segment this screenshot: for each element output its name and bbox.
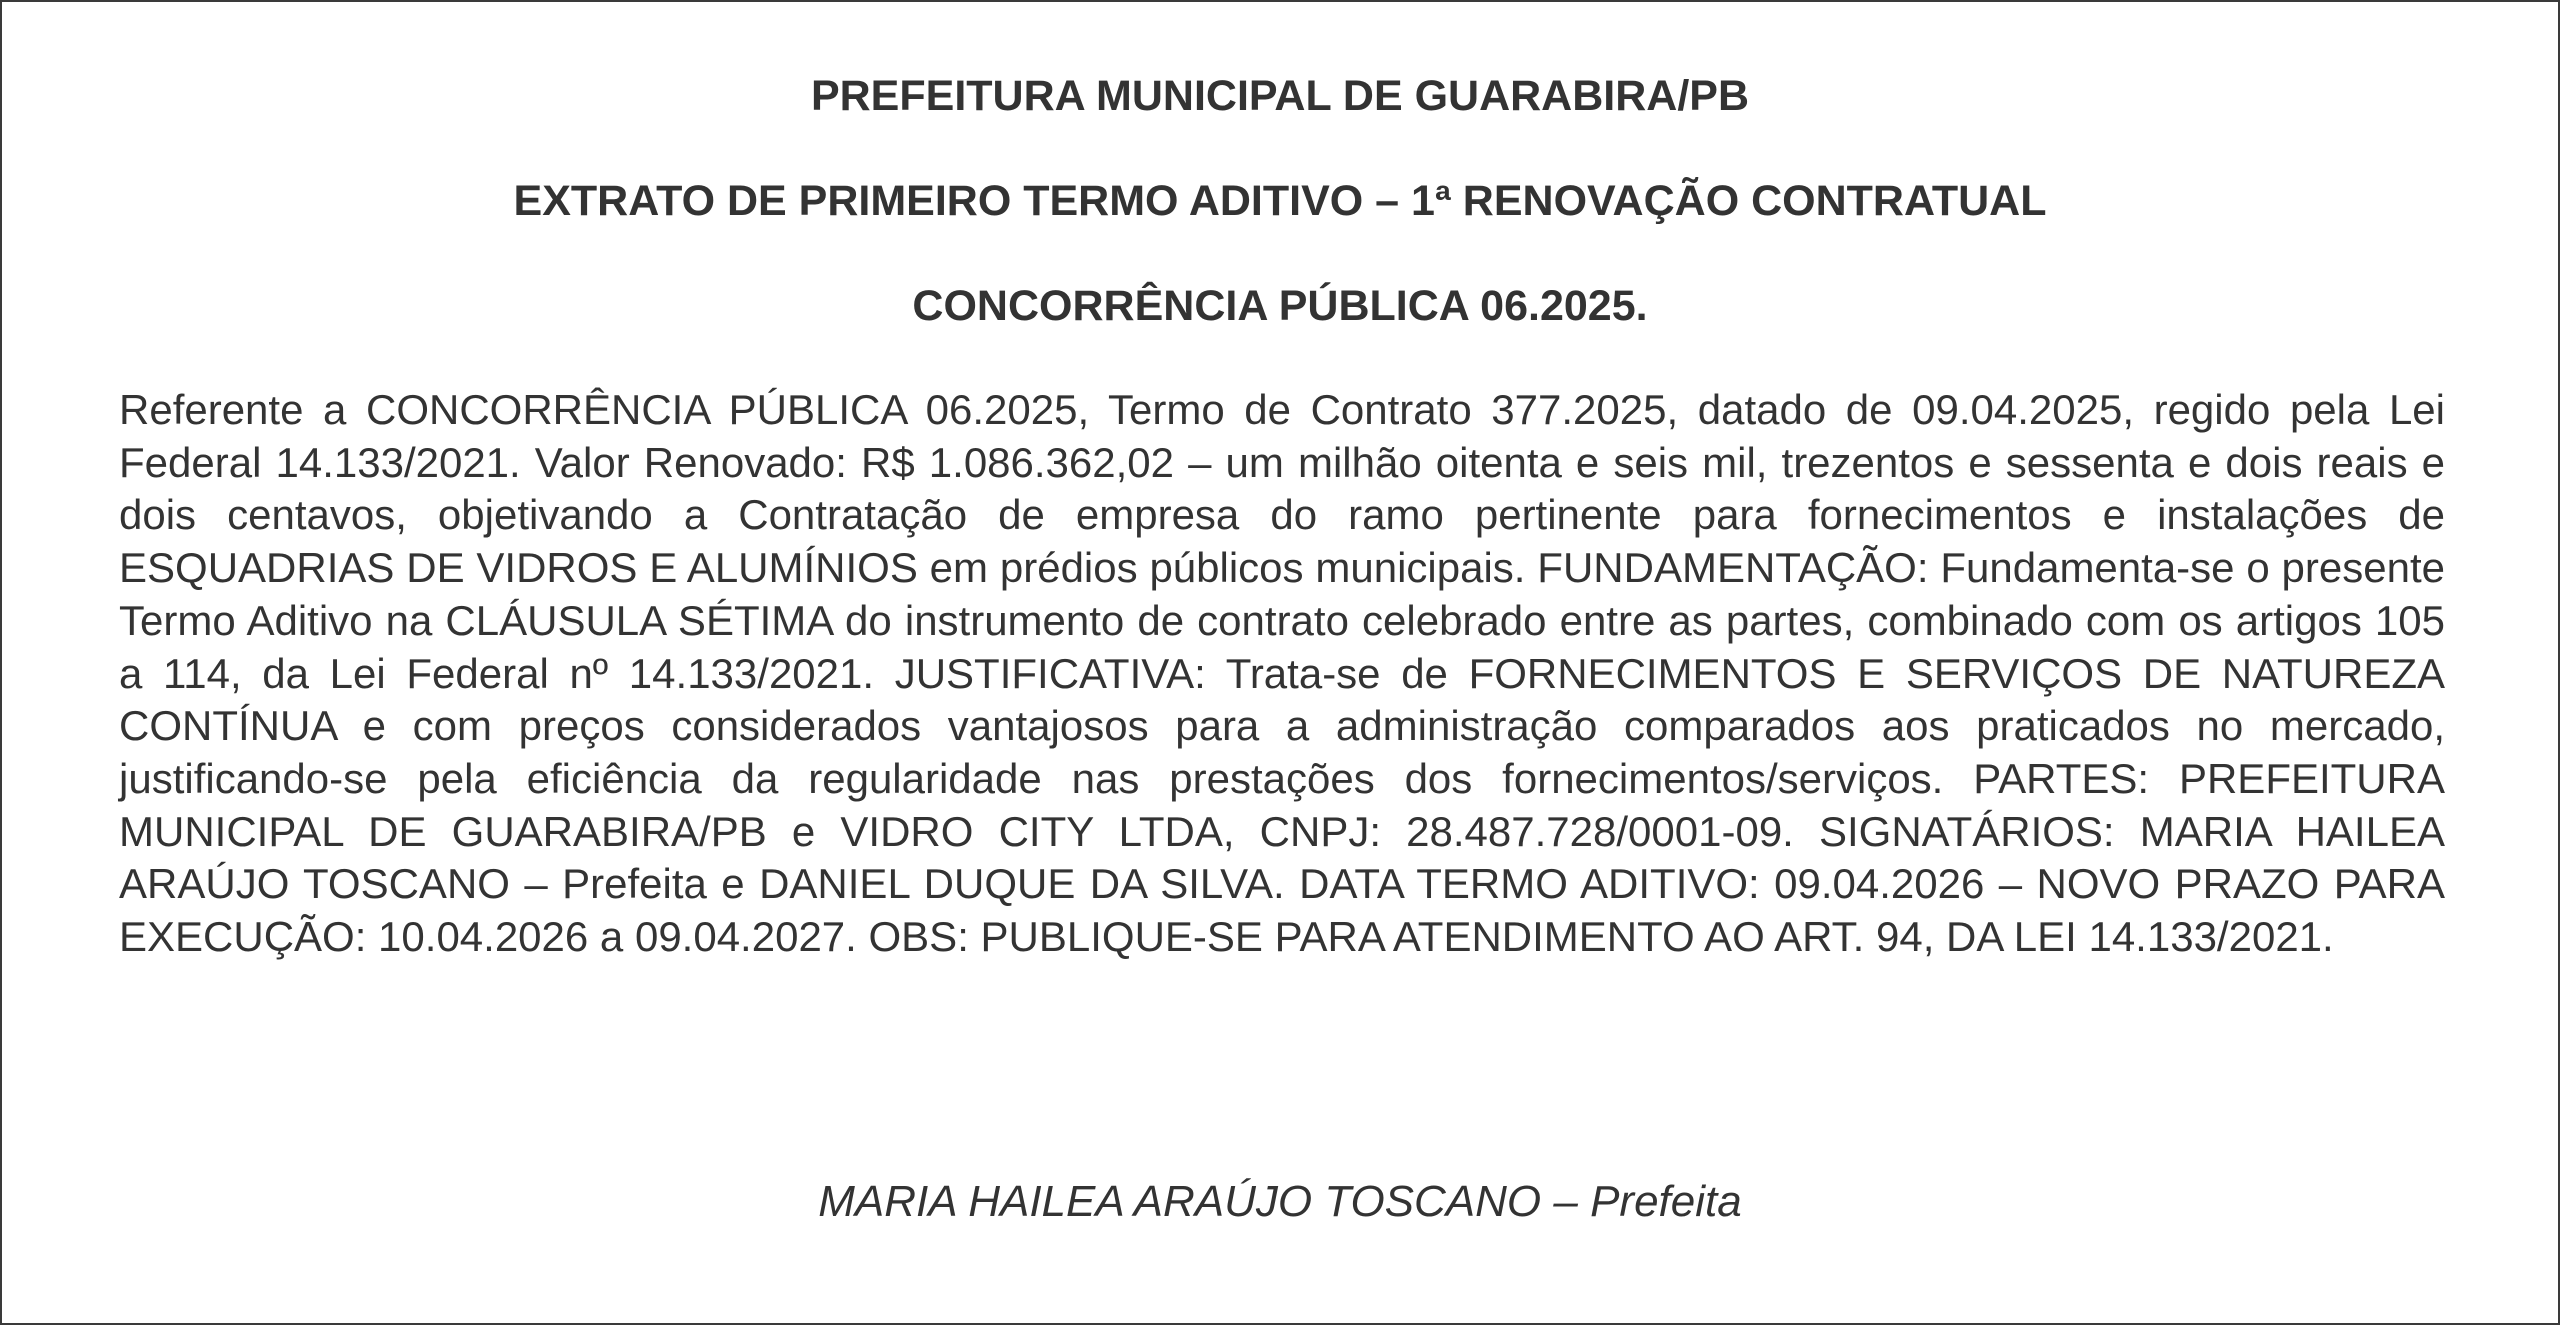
heading-municipality: PREFEITURA MUNICIPAL DE GUARABIRA/PB: [810, 72, 1750, 120]
signature-line: MARIA HAILEA ARAÚJO TOSCANO – Prefeita: [818, 1177, 1742, 1226]
heading-extract-title: EXTRATO DE PRIMEIRO TERMO ADITIVO – 1ª RENOVAÇÃO CONTRATUAL: [513, 177, 2047, 225]
body-paragraph: Referente a CONCORRÊNCIA PÚBLICA 06.2025, Termo de Contrato 377.2025, datado de 09.04.2025, regido pela Lei Federal 14.133/2021. Valor Renovado: R$ 1.086.362,02 – um milhão oitenta e seis mil, trezentos e sessenta e dois reais e dois centavos, objetivando a Contratação de empresa do ramo pertinente para fornecimentos e instalações de ESQUADRIAS DE VIDROS E ALUMÍNIOS em prédios públicos municipais. FUNDAMENTAÇÃO: Fundamenta-se o presente Termo Aditivo na CLÁUSULA SÉTIMA do instrumento de contrato celebrado entre as partes, combinado com os artigos 105 a 114, da Lei Federal nº 14.133/2021. JUSTIFICATIVA: Trata-se de FORNECIMENTOS E SERVIÇOS DE NATUREZA CONTÍNUA e com preços considerados vantajosos para a administração comparados aos praticados no mercado, justificando-se pela eficiência da regularidade nas prestações dos fornecimentos/serviços. PARTES: PREFEITURA MUNICIPAL DE GUARABIRA/PB e VIDRO CITY LTDA, CNPJ: 28.487.728/0001-09. SIGNATÁRIOS: MARIA HAILEA ARAÚJO TOSCANO – Prefeita e DANIEL DUQUE DA SILVA. DATA TERMO ADITIVO: 09.04.2026 – NOVO PRAZO PARA EXECUÇÃO: 10.04.2026 a 09.04.2027. OBS: PUBLIQUE-SE PARA ATENDIMENTO AO ART. 94, DA LEI 14.133/2021.: [119, 386, 2445, 961]
heading-procurement: CONCORRÊNCIA PÚBLICA 06.2025.: [912, 282, 1648, 330]
